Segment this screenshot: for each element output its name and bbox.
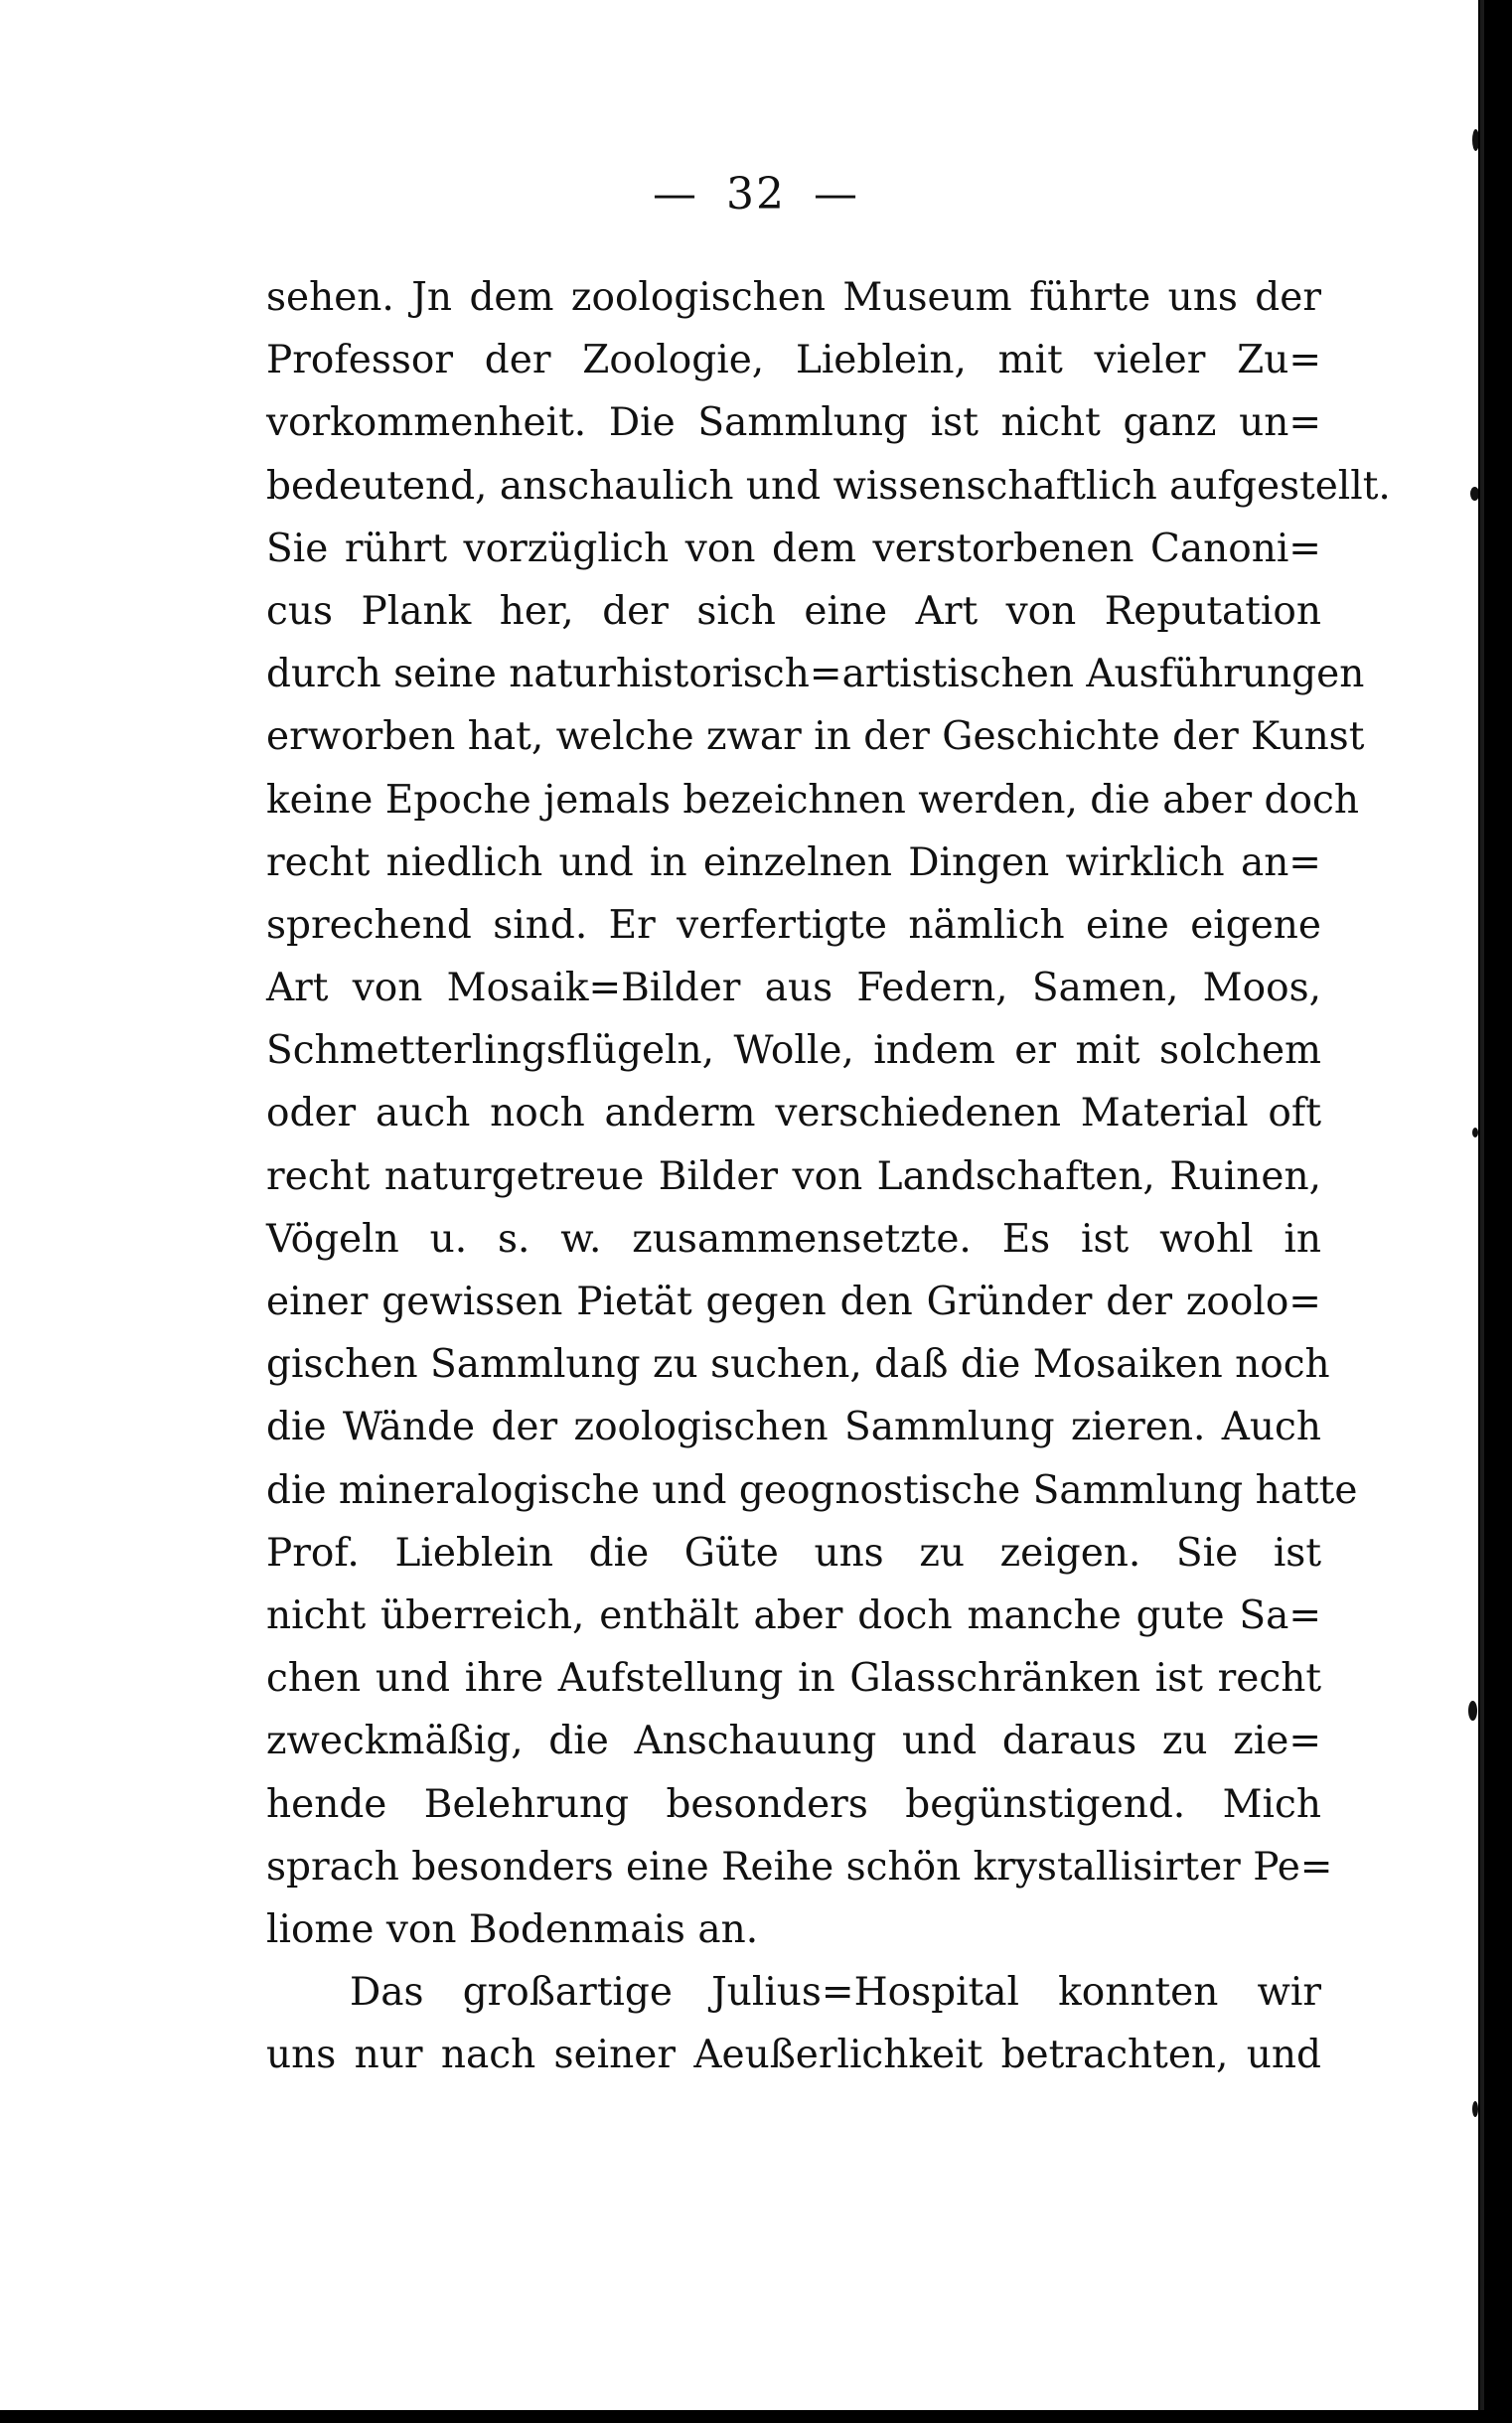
- text-line: Art von Mosaik=Bilder aus Federn, Samen, Moos,: [266, 966, 1321, 1011]
- text-line-paragraph-start: Das großartige Julius=Hospital konnten wir: [350, 1970, 1321, 2016]
- text-line: sehen. Jn dem zoologischen Museum führte uns der: [266, 275, 1321, 320]
- text-line-paragraph-end: liome von Bodenmais an.: [266, 1906, 759, 1952]
- text-line: Professor der Zoologie, Lieblein, mit vieler Zu=: [266, 338, 1321, 383]
- text-line: chen und ihre Aufstellung in Glasschränken ist recht: [266, 1656, 1321, 1702]
- text-line: oder auch noch anderm verschiedenen Material oft: [266, 1091, 1321, 1136]
- text-line: cus Plank her, der sich eine Art von Reputation: [266, 588, 1321, 634]
- page-number: 32: [726, 169, 786, 220]
- text-line: vorkommenheit. Die Sammlung ist nicht ganz un=: [266, 400, 1321, 446]
- text-line: recht niedlich und in einzelnen Dingen wirklich an=: [266, 839, 1321, 885]
- scan-speck: [1470, 487, 1478, 501]
- gutter-line: [1480, 0, 1484, 2410]
- text-line: Sie rührt vorzüglich von dem verstorbenen Canoni=: [266, 526, 1321, 571]
- text-line: recht naturgetreue Bilder von Landschaften, Ruinen,: [266, 1153, 1321, 1199]
- page-number-header: [0, 169, 1478, 220]
- text-line: durch seine naturhistorisch=artistischen Ausführungen: [266, 652, 1365, 697]
- text-line: Prof. Lieblein die Güte uns zu zeigen. Sie ist: [266, 1530, 1321, 1576]
- text-line: Schmetterlingsflügeln, Wolle, indem er mit solchem: [266, 1028, 1321, 1074]
- text-line: uns nur nach seiner Aeußerlichkeit betrachten, und: [266, 2033, 1321, 2078]
- text-line: zweckmäßig, die Anschauung und daraus zu zie=: [266, 1719, 1321, 1764]
- scan-speck: [1468, 1701, 1477, 1721]
- text-line: gischen Sammlung zu suchen, daß die Mosaiken noch: [266, 1342, 1330, 1388]
- right-dash: —: [814, 169, 859, 220]
- text-line: sprach besonders eine Reihe schön krystallisirter Pe=: [266, 1844, 1333, 1890]
- text-line: hende Belehrung besonders begünstigend. Mich: [266, 1781, 1321, 1827]
- text-line: einer gewissen Pietät gegen den Gründer der zoolo=: [266, 1280, 1321, 1324]
- text-line: nicht überreich, enthält aber doch manche gute Sa=: [266, 1592, 1321, 1638]
- text-line: erworben hat, welche zwar in der Geschichte der Kunst: [266, 714, 1365, 760]
- text-line: sprechend sind. Er verfertigte nämlich eine eigene: [266, 902, 1321, 948]
- text-line: keine Epoche jemals bezeichnen werden, die aber doch: [266, 777, 1359, 823]
- text-line: die mineralogische und geognostische Sammlung hatte: [266, 1467, 1358, 1513]
- text-line: Vögeln u. s. w. zusammensetzte. Es ist wohl in: [266, 1216, 1321, 1262]
- text-line: bedeutend, anschaulich und wissenschaftlich aufgestellt.: [266, 463, 1391, 509]
- left-dash: —: [653, 169, 698, 220]
- text-line: die Wände der zoologischen Sammlung zieren. Auch: [266, 1405, 1321, 1450]
- body-text: [266, 266, 1391, 2086]
